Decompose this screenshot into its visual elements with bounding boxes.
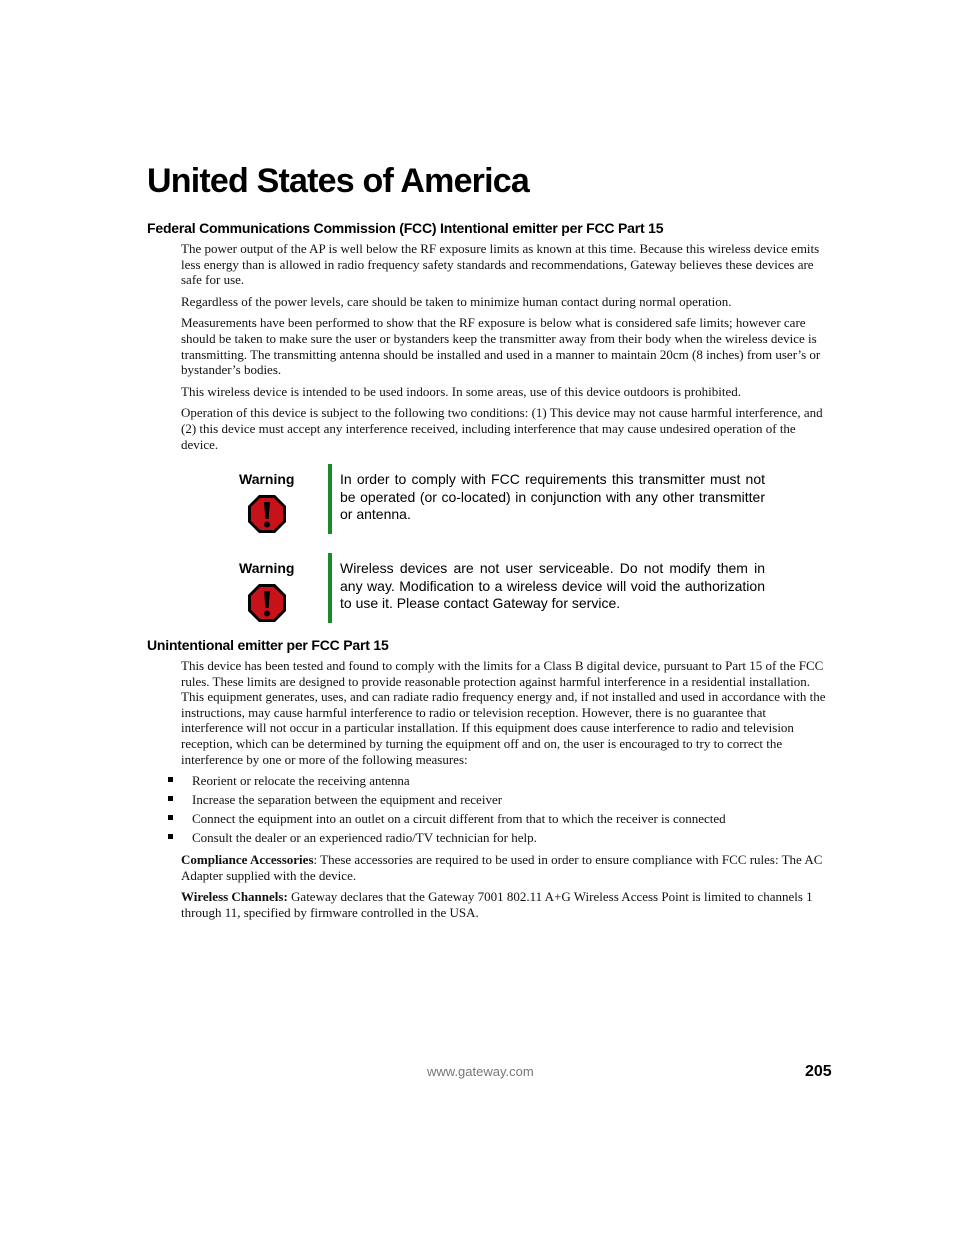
list-item	[168, 792, 831, 808]
warning-octagon-icon	[247, 494, 287, 534]
list-item	[168, 830, 831, 846]
page-number: 205	[805, 1063, 832, 1080]
bullet-icon	[168, 815, 173, 820]
footer-url: www.gateway.com	[427, 1064, 534, 1079]
bullet-icon	[168, 777, 173, 782]
paragraph: Measurements have been performed to show that the RF exposure is below what is considered safe limits; however care should be taken to make sure the user or bystanders keep the transmitter away from their body when the wireless device is transmitting. The transmitting antenna should be installed and used in a manner to maintain 20cm (8 inches) from user’s or bystander’s bodies.	[181, 315, 821, 378]
warning-divider-bar	[328, 553, 332, 623]
fcc-intentional-body	[181, 241, 831, 458]
paragraph: The power output of the AP is well below the RF exposure limits as known at this time. Because this wireless device emits less energy than is allowed in radio frequency safety standards and recommendations, Gateway believes these devices are safe for use.	[181, 241, 820, 288]
warning-label: Warning	[239, 471, 295, 487]
compliance-text: : These accessories are required to be used in order to ensure compliance with FCC rules: The AC Adapter supplied with the device.	[181, 852, 823, 883]
paragraph: This device has been tested and found to comply with the limits for a Class B digital device, pursuant to Part 15 of the FCC rules. These limits are designed to provide reasonable protection against harmful interference in a residential installation. This equipment generates, uses, and can radiate radio frequency energy and, if not installed and used in accordance with the instructions, may cause harmful interference to radio or television reception. However, there is no guarantee that interference will not occur in a particular installation. If this equipment does cause interference to radio and television reception, which can be determined by turning the equipment off and on, the user is encouraged to try to correct the interference by one or more of the following measures:	[181, 658, 826, 767]
list-item-text: Consult the dealer or an experienced radio/TV technician for help.	[192, 829, 537, 845]
bullet-icon	[168, 834, 173, 839]
section-heading-fcc-intentional: Federal Communications Commission (FCC) Intentional emitter per FCC Part 15	[147, 220, 664, 236]
warning-divider-bar	[328, 464, 332, 534]
bullet-icon	[168, 796, 173, 801]
channels-lead: Wireless Channels:	[181, 889, 288, 905]
compliance-accessories-paragraph	[181, 852, 831, 883]
paragraph: This wireless device is intended to be used indoors. In some areas, use of this device outdoors is prohibited.	[181, 383, 741, 399]
warning-box	[230, 553, 770, 623]
paragraph: Operation of this device is subject to the following two conditions: (1) This device may not cause harmful interference, and (2) this device must accept any interference received, including interference that may cause undesired operation of the device.	[181, 405, 823, 452]
list-item-text: Reorient or relocate the receiving antenna	[192, 773, 410, 789]
page-title: United States of America	[147, 162, 529, 200]
warning-box	[230, 464, 770, 534]
paragraph: Regardless of the power levels, care should be taken to minimize human contact during normal operation.	[181, 293, 732, 309]
list-item-text: Increase the separation between the equipment and receiver	[192, 791, 503, 807]
warning-label: Warning	[239, 560, 295, 576]
list-item	[168, 811, 831, 827]
list-item	[168, 773, 831, 789]
channels-text: Gateway declares that the Gateway 7001 802.11 A+G Wireless Access Point is limited to channels 1 through 11, specified by firmware controlled in the USA.	[181, 889, 813, 920]
wireless-channels-paragraph	[181, 889, 831, 920]
warning-text: Wireless devices are not user serviceable. Do not modify them in any way. Modification to a wireless device will void the authorization to use it. Please contact Gateway for service.	[340, 560, 765, 611]
warning-octagon-icon	[247, 583, 287, 623]
compliance-lead: Compliance Accessories	[181, 852, 314, 868]
list-item-text: Connect the equipment into an outlet on a circuit different from that to which the receiver is connected	[192, 810, 726, 826]
unintentional-body	[181, 658, 831, 926]
measures-list	[168, 773, 831, 845]
section-heading-unintentional: Unintentional emitter per FCC Part 15	[147, 637, 389, 653]
warning-text: In order to comply with FCC requirements this transmitter must not be operated (or co-located) in conjunction with any other transmitter or antenna.	[340, 471, 765, 522]
